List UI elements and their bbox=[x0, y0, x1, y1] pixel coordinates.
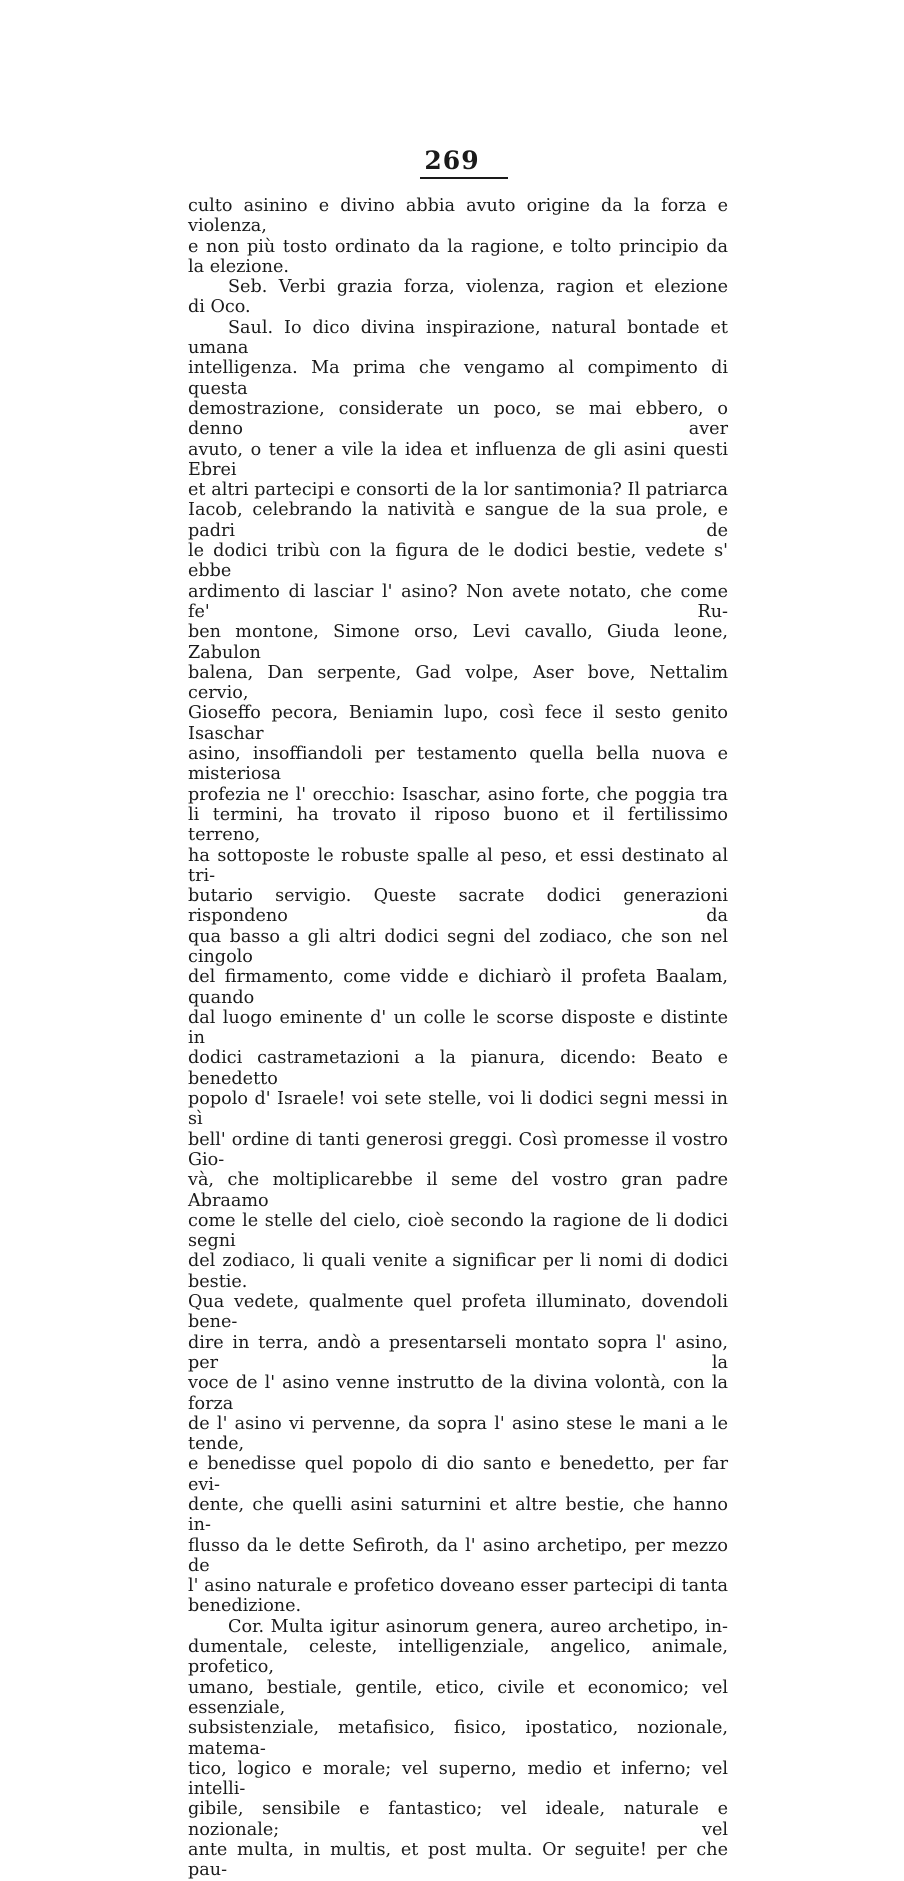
text-line: flusso da le dette Sefiroth, da l' asino archetipo, per mezzo de bbox=[188, 1535, 728, 1576]
text-line: le dodici tribù con la figura de le dodici bestie, vedete s' ebbe bbox=[188, 541, 728, 582]
text-line: et altri partecipi e consorti de la lor santimonia? Il patriarca bbox=[188, 480, 728, 501]
text-line: e benedisse quel popolo di dio santo e benedetto, per far evi- bbox=[188, 1454, 728, 1495]
text-line: dal luogo eminente d' un colle le scorse disposte e distinte in bbox=[188, 1007, 728, 1049]
text-line: ardimento di lasciar l' asino? Non avete notato, che come fe' Ru- bbox=[188, 581, 728, 622]
body-text bbox=[188, 196, 728, 1881]
header-rule bbox=[420, 177, 508, 179]
text-line: de l' asino vi pervenne, da sopra l' asino stese le mani a le tende, bbox=[188, 1413, 728, 1455]
text-line: qua basso a gli altri dodici segni del zodiaco, che son nel cingolo bbox=[188, 926, 728, 967]
text-line: Cor. Multa igitur asinorum genera, aureo archetipo, in- bbox=[228, 1616, 728, 1637]
text-line: tico, logico e morale; vel superno, medio et inferno; vel intelli- bbox=[188, 1758, 728, 1800]
text-line: dumentale, celeste, intelligenziale, angelico, animale, profetico, bbox=[188, 1637, 728, 1678]
text-line: benedizione. bbox=[188, 1596, 302, 1617]
text-line: di Oco. bbox=[188, 297, 251, 318]
text-line: umano, bestiale, gentile, etico, civile et economico; vel essenziale, bbox=[188, 1677, 728, 1718]
text-line: Saul. Io dico divina inspirazione, natural bontade et umana bbox=[188, 317, 728, 359]
text-line: dente, che quelli asini saturnini et altre bestie, che hanno in- bbox=[188, 1495, 728, 1536]
text-line: Qua vedete, qualmente quel profeta illuminato, dovendoli bene- bbox=[188, 1292, 728, 1333]
text-line: li termini, ha trovato il riposo buono et il fertilissimo terreno, bbox=[188, 804, 728, 846]
text-line: dodici castrametazioni a la pianura, dicendo: Beato e benedetto bbox=[188, 1048, 728, 1089]
text-line: culto asinino e divino abbia avuto origine da la forza e violenza, bbox=[188, 196, 728, 237]
text-line: del zodiaco, li quali venite a significar per li nomi di dodici bestie. bbox=[188, 1251, 728, 1292]
text-line: ante multa, in multis, et post multa. Or seguite! per che pau- bbox=[188, 1840, 728, 1881]
text-line: dire in terra, andò a presentarseli montato sopra l' asino, per la bbox=[188, 1332, 728, 1373]
text-line: l' asino naturale e profetico doveano esser partecipi di tanta bbox=[188, 1576, 728, 1597]
text-line: gibile, sensibile e fantastico; vel ideale, naturale e nozionale; vel bbox=[188, 1799, 728, 1840]
text-line: e non più tosto ordinato da la ragione, e tolto principio da bbox=[188, 236, 728, 257]
text-line: và, che moltiplicarebbe il seme del vostro gran padre Abraamo bbox=[188, 1170, 728, 1211]
text-line: subsistenziale, metafisico, fisico, ipostatico, nozionale, matema- bbox=[188, 1718, 728, 1759]
text-line: Gioseffo pecora, Beniamin lupo, così fece il sesto genito Isaschar bbox=[188, 703, 728, 744]
text-line: la elezione. bbox=[188, 256, 289, 277]
text-line: come le stelle del cielo, cioè secondo la ragione de li dodici segni bbox=[188, 1210, 728, 1252]
text-line: demostrazione, considerate un poco, se mai ebbero, o denno aver bbox=[188, 398, 728, 440]
text-line: intelligenza. Ma prima che vengamo al compimento di questa bbox=[188, 358, 728, 399]
text-line: popolo d' Israele! voi sete stelle, voi li dodici segni messi in sì bbox=[188, 1089, 728, 1130]
text-line: voce de l' asino venne instrutto de la divina volontà, con la forza bbox=[188, 1373, 728, 1414]
text-line: avuto, o tener a vile la idea et influenza de gli asini questi Ebrei bbox=[188, 439, 728, 480]
text-line: bell' ordine di tanti generosi greggi. Così promesse il vostro Gio- bbox=[188, 1129, 728, 1170]
text-line: ben montone, Simone orso, Levi cavallo, Giuda leone, Zabulon bbox=[188, 622, 728, 663]
text-line: del firmamento, come vidde e dichiarò il profeta Baalam, quando bbox=[188, 967, 728, 1008]
text-line: Iacob, celebrando la natività e sangue de la sua prole, e padri de bbox=[188, 500, 728, 541]
text-line: butario servigio. Queste sacrate dodici generazioni rispondeno da bbox=[188, 886, 728, 927]
text-line: profezia ne l' orecchio: Isaschar, asino forte, che poggia tra bbox=[188, 784, 728, 805]
text-line: ha sottoposte le robuste spalle al peso, et essi destinato al tri- bbox=[188, 845, 728, 886]
text-line: Seb. Verbi grazia forza, violenza, ragion et elezione bbox=[228, 277, 728, 298]
text-line: asino, insoffiandoli per testamento quella bella nuova e misteriosa bbox=[188, 744, 728, 785]
page-number: 269 bbox=[424, 146, 480, 175]
text-line: balena, Dan serpente, Gad volpe, Aser bove, Nettalim cervio, bbox=[188, 662, 728, 704]
